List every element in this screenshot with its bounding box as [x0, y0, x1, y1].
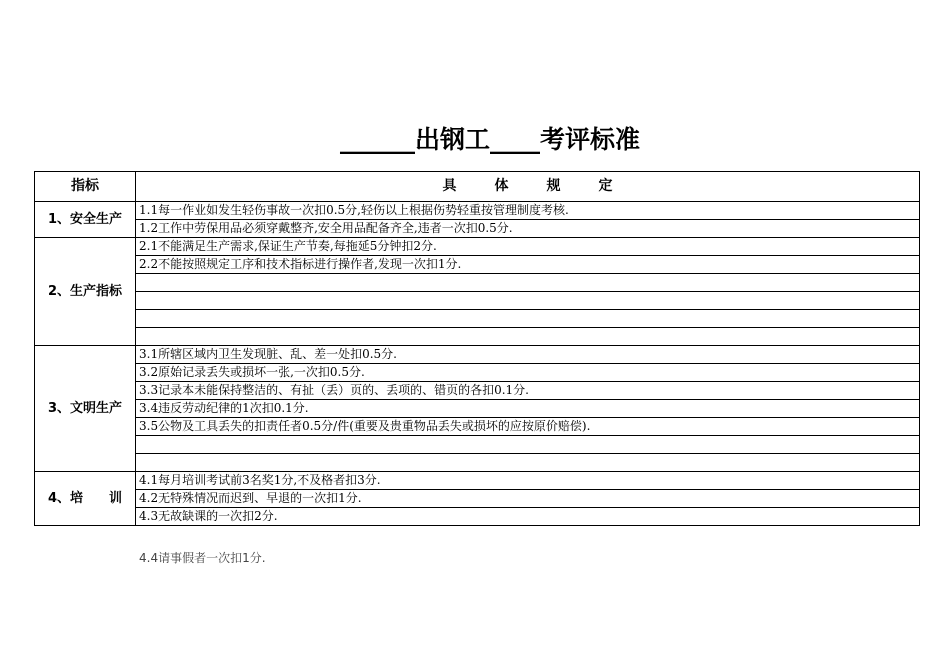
title-suffix: 考评标准 — [540, 125, 641, 154]
table-row — [35, 472, 920, 490]
table-row — [35, 364, 920, 382]
table-row — [35, 382, 920, 400]
title-main: 出钢工 — [414, 125, 490, 154]
rule-cell: 4.3无故缺课的一次扣2分. — [136, 508, 920, 526]
category-cell: 2、生产指标 — [35, 238, 136, 346]
table-row — [35, 346, 920, 364]
rule-cell: 3.1所辖区域内卫生发现脏、乱、差一处扣0.5分. — [136, 346, 920, 364]
rule-cell: 3.3记录本未能保持整洁的、有扯（丢）页的、丢项的、错页的各扣0.1分. — [136, 382, 920, 400]
table-row — [35, 238, 920, 256]
table-row — [35, 508, 920, 526]
rule-cell: 3.2原始记录丢失或损坏一张,一次扣0.5分. — [136, 364, 920, 382]
table-row — [35, 292, 920, 310]
table-row — [35, 436, 920, 454]
rule-cell — [136, 310, 920, 328]
table-row — [35, 400, 920, 418]
table-row — [35, 490, 920, 508]
rule-cell: 2.2不能按照规定工序和技术指标进行操作者,发现一次扣1分. — [136, 256, 920, 274]
table-row — [35, 418, 920, 436]
standards-table — [34, 171, 920, 526]
header-content-label: 具体规定 — [442, 178, 651, 194]
rule-cell — [136, 292, 920, 310]
page-title — [0, 120, 950, 156]
table-row — [35, 310, 920, 328]
rule-cell: 2.1不能满足生产需求,保证生产节奏,每拖延5分钟扣2分. — [136, 238, 920, 256]
category-cell: 4、培 训 — [35, 472, 136, 526]
table-row — [35, 256, 920, 274]
rule-cell: 1.1每一作业如发生轻伤事故一次扣0.5分,轻伤以上根据伤势轻重按管理制度考核. — [136, 202, 920, 220]
title-blank-left: ______ — [339, 125, 415, 154]
rule-cell — [136, 454, 920, 472]
rule-cell — [136, 328, 920, 346]
table-row — [35, 328, 920, 346]
rule-cell: 3.5公物及工具丢失的扣责任者0.5分/件(重要及贵重物品丢失或损坏的应按原价赔偿). — [136, 418, 920, 436]
header-content — [136, 172, 920, 202]
title-blank-right: ____ — [490, 125, 540, 154]
rule-cell: 4.2无特殊情况而迟到、早退的一次扣1分. — [136, 490, 920, 508]
table-row — [35, 202, 920, 220]
category-cell: 3、文明生产 — [35, 346, 136, 472]
rule-cell: 4.1每月培训考试前3名奖1分,不及格者扣3分. — [136, 472, 920, 490]
rule-cell — [136, 274, 920, 292]
rule-cell — [136, 436, 920, 454]
table-row — [35, 220, 920, 238]
table-row — [35, 454, 920, 472]
rule-cell: 1.2工作中劳保用品必须穿戴整齐,安全用品配备齐全,违者一次扣0.5分. — [136, 220, 920, 238]
table-header-row — [35, 172, 920, 202]
category-cell: 1、安全生产 — [35, 202, 136, 238]
rule-cell: 3.4违反劳动纪律的1次扣0.1分. — [136, 400, 920, 418]
table-row — [35, 274, 920, 292]
trailing-note: 4.4请事假者一次扣1分. — [139, 551, 266, 565]
header-index: 指标 — [35, 172, 136, 202]
